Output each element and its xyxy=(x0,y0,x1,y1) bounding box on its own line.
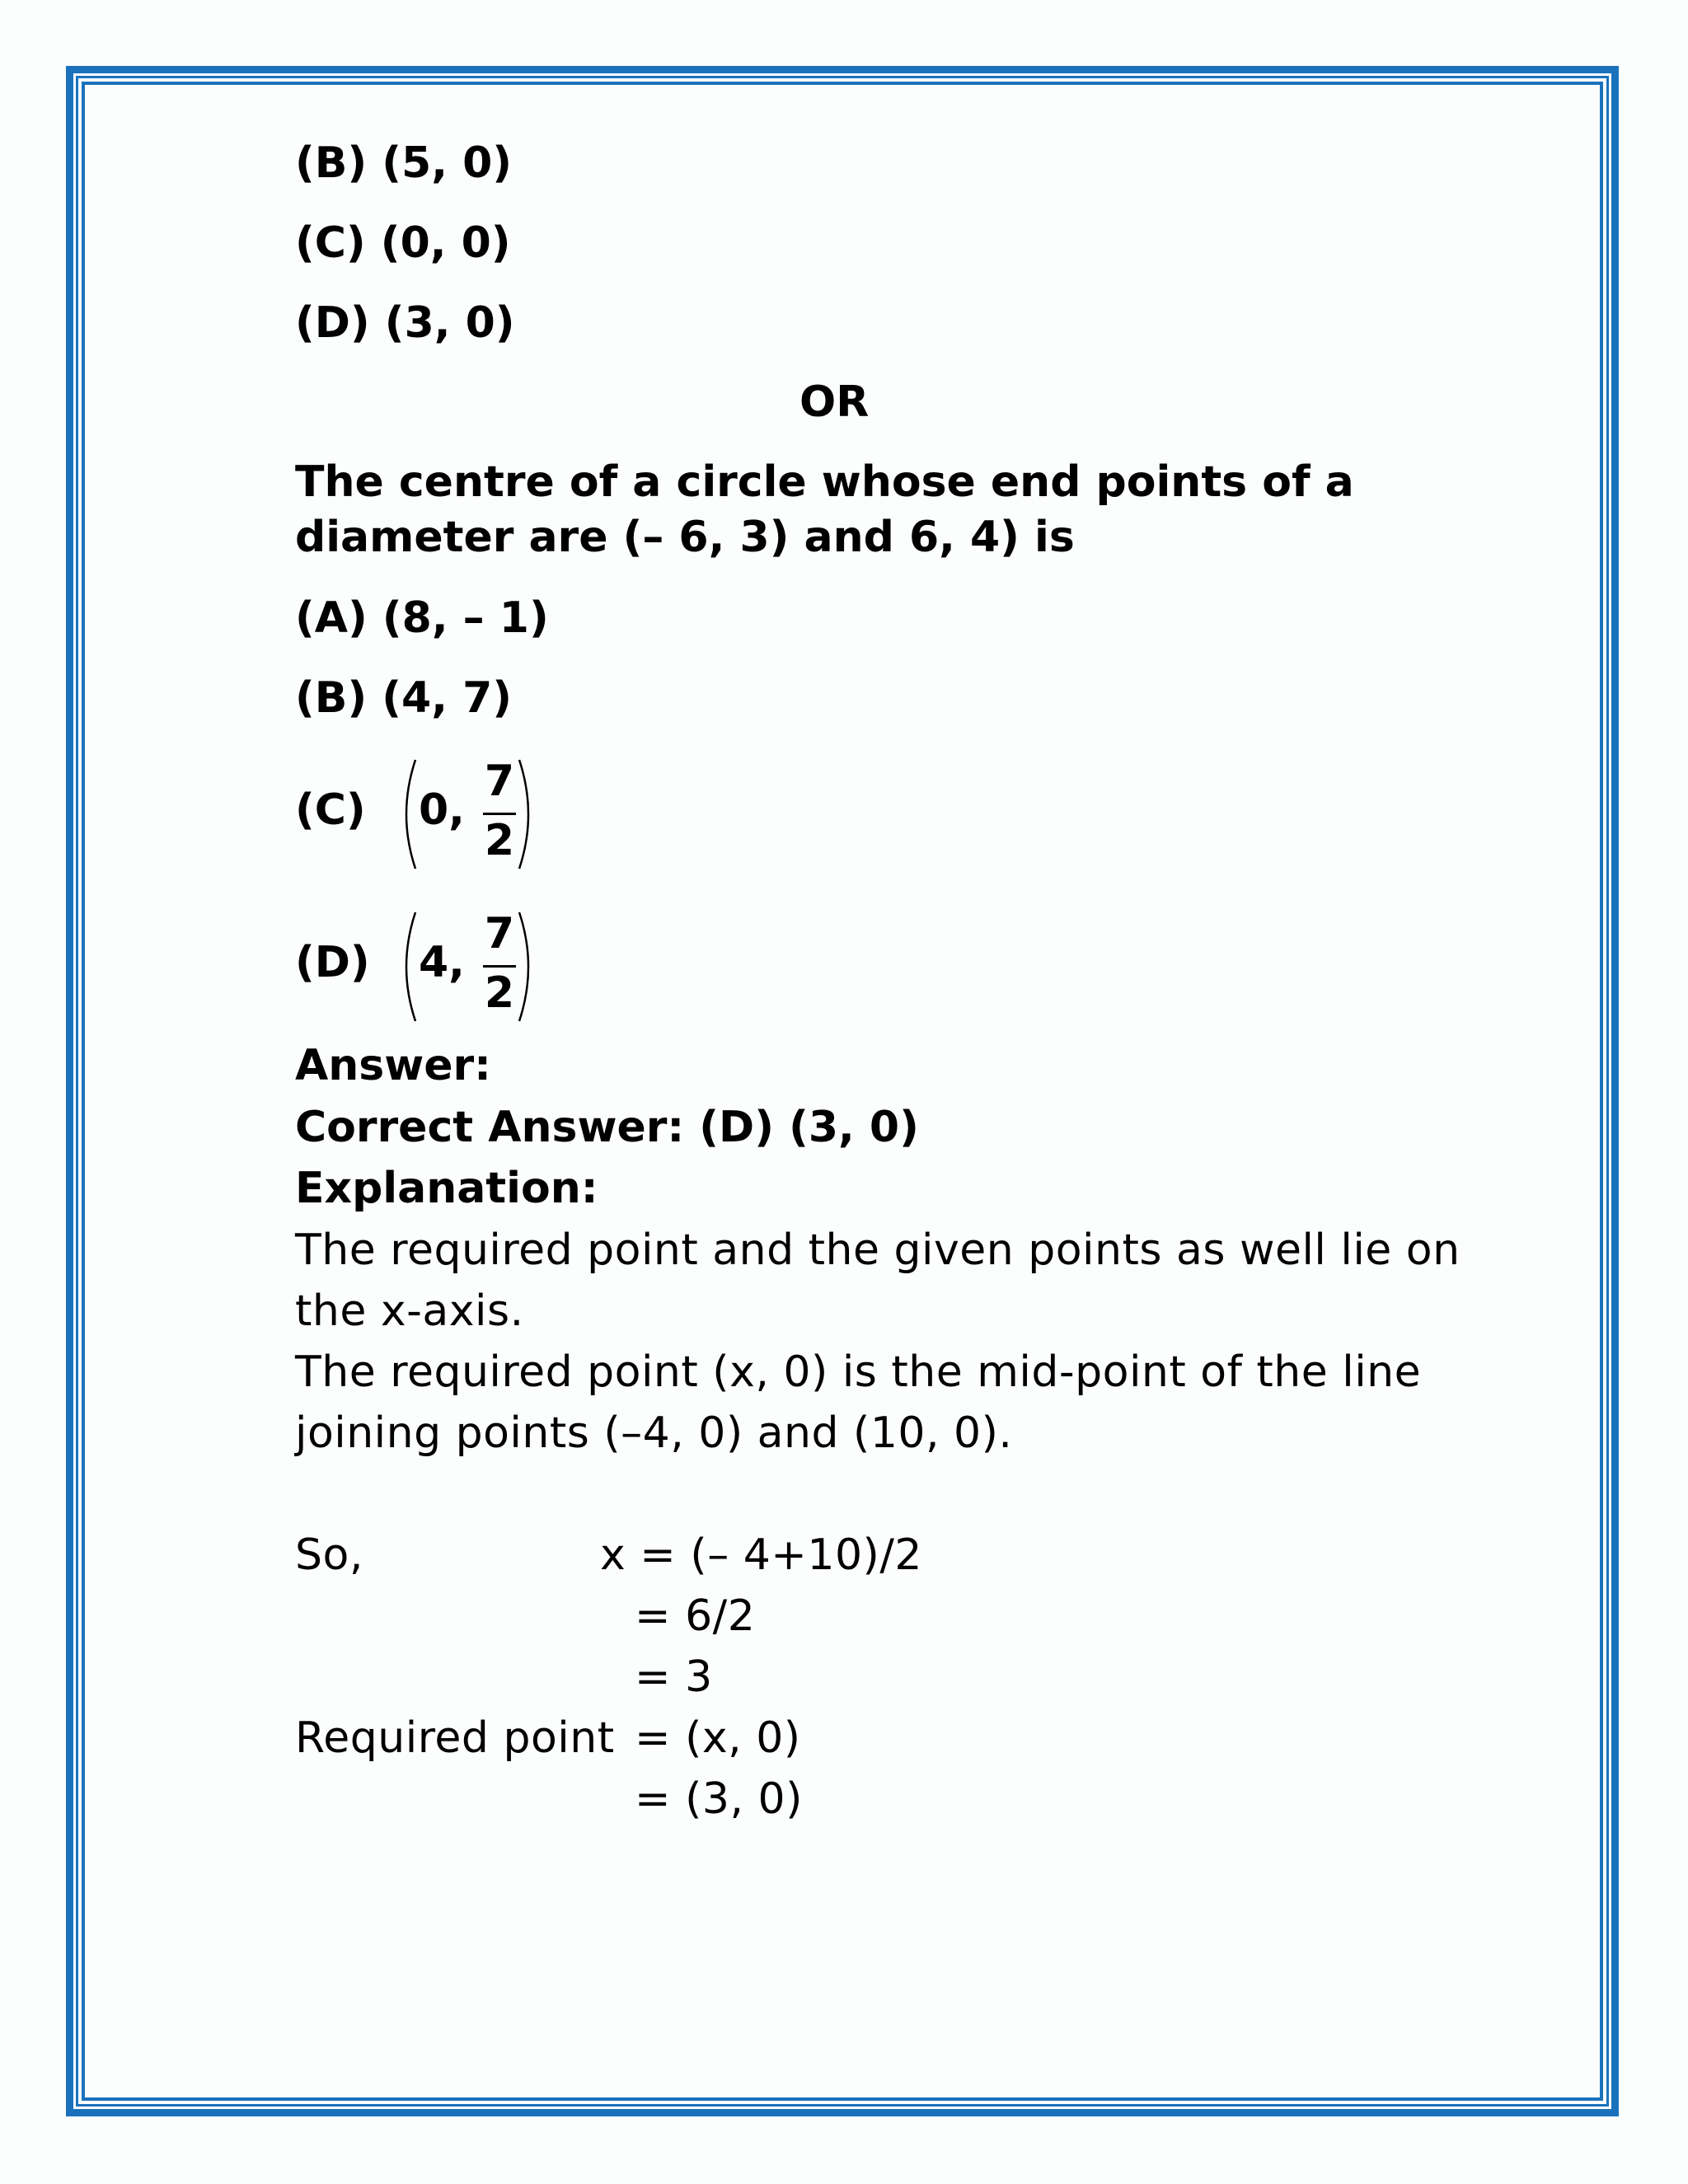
right-paren-icon xyxy=(516,909,541,1024)
option-c-prefix: (C) xyxy=(295,785,366,835)
explanation-heading: Explanation: xyxy=(295,1164,598,1213)
working-step-3: = 3 xyxy=(635,1652,713,1702)
fraction-bar xyxy=(483,965,516,968)
question-line-2: diameter are (– 6, 3) and 6, 4) is xyxy=(295,513,1075,562)
explanation-p1-line1: The required point and the given points as well lie on xyxy=(295,1226,1461,1275)
explanation-p1-line2: the x-axis. xyxy=(295,1286,524,1336)
option-d-numerator: 7 xyxy=(484,909,515,958)
required-point-label: Required point xyxy=(295,1713,615,1763)
working-so-label: So, xyxy=(295,1530,363,1580)
left-paren-icon xyxy=(394,757,419,872)
or-separator: OR xyxy=(799,377,870,427)
option-b-prev: (B) (5, 0) xyxy=(295,138,513,188)
correct-answer: Correct Answer: (D) (3, 0) xyxy=(295,1103,919,1152)
option-c-prev: (C) (0, 0) xyxy=(295,218,511,268)
working-step-2: = 6/2 xyxy=(635,1591,756,1641)
option-c-first: 0, xyxy=(419,785,465,835)
option-d-prefix: (D) xyxy=(295,938,370,987)
right-paren-icon xyxy=(516,757,541,872)
explanation-p2-line1: The required point (x, 0) is the mid-point of the line xyxy=(295,1347,1422,1397)
option-d-prev: (D) (3, 0) xyxy=(295,298,515,348)
working-step-5: = (3, 0) xyxy=(635,1774,803,1824)
answer-heading: Answer: xyxy=(295,1041,491,1090)
option-c-denominator: 2 xyxy=(484,816,515,865)
working-step-4: = (x, 0) xyxy=(635,1713,801,1763)
option-d-denominator: 2 xyxy=(484,968,515,1018)
fraction-bar xyxy=(483,813,516,815)
left-paren-icon xyxy=(394,909,419,1024)
option-c-numerator: 7 xyxy=(484,757,515,806)
question-line-1: The centre of a circle whose end points of a xyxy=(295,457,1354,507)
option-d-first: 4, xyxy=(419,938,465,987)
option-b: (B) (4, 7) xyxy=(295,673,513,723)
working-step-1: x = (– 4+10)/2 xyxy=(600,1530,922,1580)
explanation-p2-line2: joining points (–4, 0) and (10, 0). xyxy=(295,1408,1013,1458)
option-a: (A) (8, – 1) xyxy=(295,593,549,643)
